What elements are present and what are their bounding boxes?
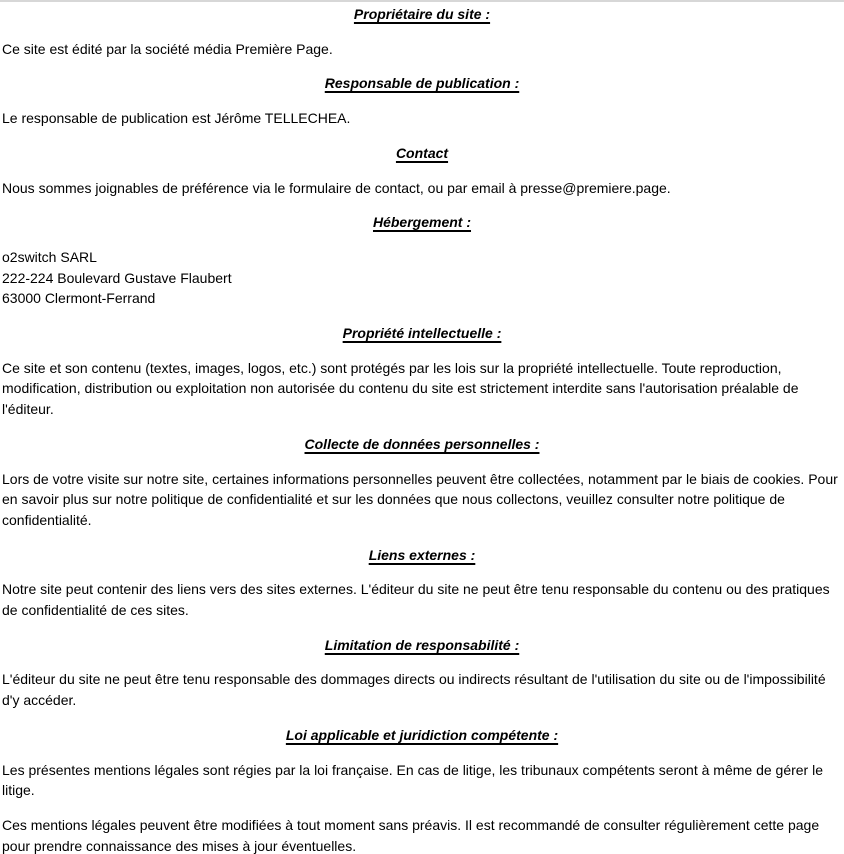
section-publication-manager (2, 73, 842, 128)
paragraph-intellectual-property: Ce site et son contenu (textes, images, logos, etc.) sont protégés par les lois sur la propriété intellectuelle. Toute reproduction, modification, distribution ou exploitation non autorisée du contenu du site est strictement interdite sans l'autorisation préalable de l'éditeur. (2, 359, 799, 418)
section-hosting (2, 212, 842, 309)
hosting-address-line-city: 63000 Clermont-Ferrand (2, 290, 156, 307)
heading-personal-data: Collecte de données personnelles : (304, 435, 540, 452)
paragraph-personal-data: Lors de votre visite sur notre site, certaines informations personnelles peuvent être collectées, notamment par le biais de cookies. Pour en savoir plus sur notre politique de confidentialité et sur les données que nous collectons, veuillez consulter notre politique de confidentialité. (2, 470, 838, 528)
paragraph-external-links: Notre site peut contenir des liens vers des sites externes. L'éditeur du site ne peut être tenu responsable du contenu ou des pratiques de confidentialité de ces sites. (2, 581, 830, 619)
section-contact (2, 143, 842, 198)
paragraph-liability-limitation: L'éditeur du site ne peut être tenu responsable des dommages directs ou indirects résultant de l'utilisation du site ou de l'impossibilité d'y accéder. (2, 671, 826, 709)
heading-hosting: Hébergement : (372, 214, 472, 231)
hosting-address-line-company: o2switch SARL (2, 248, 97, 265)
paragraph-contact: Nous sommes joignables de préférence via le formulaire de contact, ou par email à presse@premiere.page. (2, 179, 671, 196)
heading-external-links: Liens externes : (368, 546, 476, 563)
section-external-links (2, 545, 842, 621)
paragraph-publication-manager: Le responsable de publication est Jérôme TELLECHEA. (2, 110, 351, 127)
section-personal-data (2, 434, 842, 531)
legal-notice-document (0, 2, 844, 854)
section-site-owner (2, 4, 842, 59)
heading-contact: Contact (395, 144, 449, 161)
paragraph-applicable-law: Les présentes mentions légales sont régies par la loi française. En cas de litige, les tribunaux compétents seront à même de gérer le litige. (2, 761, 823, 799)
section-applicable-law (2, 725, 842, 854)
paragraph-site-owner: Ce site est édité par la société média Première Page. (2, 40, 333, 57)
heading-liability-limitation: Limitation de responsabilité : (324, 636, 520, 653)
section-liability-limitation (2, 635, 842, 711)
heading-applicable-law: Loi applicable et juridiction compétente : (285, 726, 559, 743)
paragraph-updates-notice: Ces mentions légales peuvent être modifiées à tout moment sans préavis. Il est recommandé de consulter régulièrement cette page pour prendre connaissance des mises à jour éventuelles. (2, 816, 820, 854)
hosting-address-line-street: 222-224 Boulevard Gustave Flaubert (2, 269, 232, 286)
heading-intellectual-property: Propriété intellectuelle : (342, 325, 502, 342)
section-intellectual-property (2, 323, 842, 420)
heading-publication-manager: Responsable de publication : (324, 75, 520, 92)
heading-site-owner: Propriétaire du site : (353, 6, 491, 22)
